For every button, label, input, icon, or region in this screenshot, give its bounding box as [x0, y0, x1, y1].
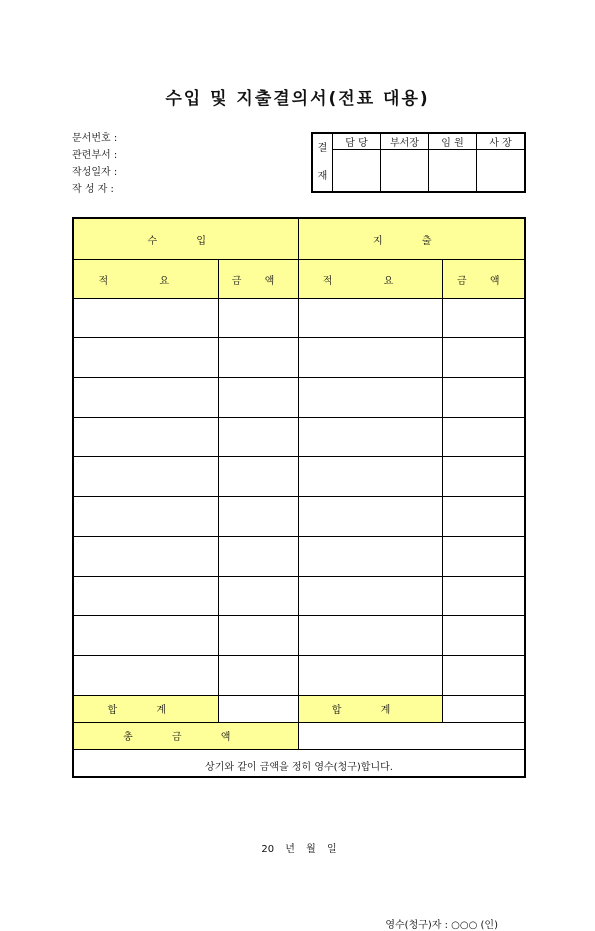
expense-desc-cell[interactable] [298, 417, 442, 457]
income-desc-cell[interactable] [73, 616, 218, 656]
income-amount-cell[interactable] [218, 656, 298, 696]
expense-header: 지 출 [298, 218, 525, 260]
ledger-row [73, 497, 525, 537]
document-meta [72, 130, 117, 198]
approval-head-executive: 임 원 [429, 133, 477, 150]
income-desc-cell[interactable] [73, 457, 218, 497]
ledger-row [73, 417, 525, 457]
expense-desc-cell[interactable] [298, 457, 442, 497]
expense-desc-header: 적 요 [298, 260, 442, 298]
income-desc-cell[interactable] [73, 576, 218, 616]
related-dept-label: 관련부서 : [72, 150, 118, 161]
income-amount-cell[interactable] [218, 497, 298, 537]
approval-sign-president[interactable] [477, 150, 526, 193]
approval-sign-manager[interactable] [381, 150, 429, 193]
ledger-row [73, 616, 525, 656]
expense-subtotal-label: 합 계 [298, 695, 442, 722]
expense-subtotal-value[interactable] [442, 695, 525, 722]
ledger-row [73, 536, 525, 576]
income-amount-header: 금 액 [218, 260, 298, 298]
expense-amount-cell[interactable] [442, 338, 525, 378]
ledger-row [73, 576, 525, 616]
expense-desc-cell[interactable] [298, 298, 442, 338]
income-amount-cell[interactable] [218, 378, 298, 418]
approval-head-manager: 부서장 [381, 133, 429, 150]
signer-line: 영수(청구)자 : ○○○ (인) [385, 919, 498, 931]
expense-desc-cell[interactable] [298, 497, 442, 537]
ledger-row [73, 457, 525, 497]
approval-side-bottom: 재 [317, 170, 328, 182]
ledger-row [73, 338, 525, 378]
document-title: 수입 및 지출결의서(전표 대용) [165, 89, 430, 109]
expense-amount-cell[interactable] [442, 536, 525, 576]
approval-sign-executive[interactable] [429, 150, 477, 193]
total-amount-value[interactable] [298, 722, 525, 749]
approval-side-top: 결 [317, 142, 328, 154]
income-header: 수 입 [73, 218, 298, 260]
date-line: 20 년 월 일 [261, 843, 337, 855]
income-amount-cell[interactable] [218, 417, 298, 457]
confirmation-text: 상기와 같이 금액을 정히 영수(청구)합니다. [205, 761, 393, 773]
expense-amount-cell[interactable] [442, 616, 525, 656]
income-amount-cell[interactable] [218, 536, 298, 576]
approval-box [311, 132, 526, 193]
income-desc-cell[interactable] [73, 298, 218, 338]
ledger-row [73, 378, 525, 418]
confirmation-section [73, 749, 525, 931]
ledger-table [72, 217, 526, 931]
income-amount-cell[interactable] [218, 616, 298, 656]
ledger-rows [73, 298, 525, 695]
income-desc-cell[interactable] [73, 536, 218, 576]
expense-amount-cell[interactable] [442, 457, 525, 497]
approval-head-staff: 담 당 [333, 133, 381, 150]
income-amount-cell[interactable] [218, 298, 298, 338]
income-subtotal-label: 합 계 [73, 695, 218, 722]
income-amount-cell[interactable] [218, 338, 298, 378]
expense-amount-cell[interactable] [442, 656, 525, 696]
income-desc-cell[interactable] [73, 656, 218, 696]
expense-amount-cell[interactable] [442, 417, 525, 457]
expense-amount-cell[interactable] [442, 497, 525, 537]
total-amount-label: 총 금 액 [73, 722, 298, 749]
expense-desc-cell[interactable] [298, 656, 442, 696]
expense-desc-cell[interactable] [298, 616, 442, 656]
expense-amount-header: 금 액 [442, 260, 525, 298]
approval-sign-staff[interactable] [333, 150, 381, 193]
income-desc-cell[interactable] [73, 378, 218, 418]
approval-head-president: 사 장 [477, 133, 526, 150]
income-desc-cell[interactable] [73, 338, 218, 378]
ledger-row [73, 656, 525, 696]
expense-amount-cell[interactable] [442, 378, 525, 418]
expense-desc-cell[interactable] [298, 378, 442, 418]
income-desc-cell[interactable] [73, 417, 218, 457]
doc-number-label: 문서번호 : [72, 133, 118, 144]
created-date-label: 작성일자 : [72, 167, 118, 178]
income-amount-cell[interactable] [218, 457, 298, 497]
expense-desc-cell[interactable] [298, 536, 442, 576]
income-desc-cell[interactable] [73, 497, 218, 537]
expense-amount-cell[interactable] [442, 576, 525, 616]
expense-desc-cell[interactable] [298, 338, 442, 378]
income-desc-header: 적 요 [73, 260, 218, 298]
ledger-row [73, 298, 525, 338]
income-amount-cell[interactable] [218, 576, 298, 616]
expense-desc-cell[interactable] [298, 576, 442, 616]
writer-label: 작 성 자 : [72, 184, 114, 195]
approval-side-label [312, 133, 333, 192]
expense-amount-cell[interactable] [442, 298, 525, 338]
income-subtotal-value[interactable] [218, 695, 298, 722]
